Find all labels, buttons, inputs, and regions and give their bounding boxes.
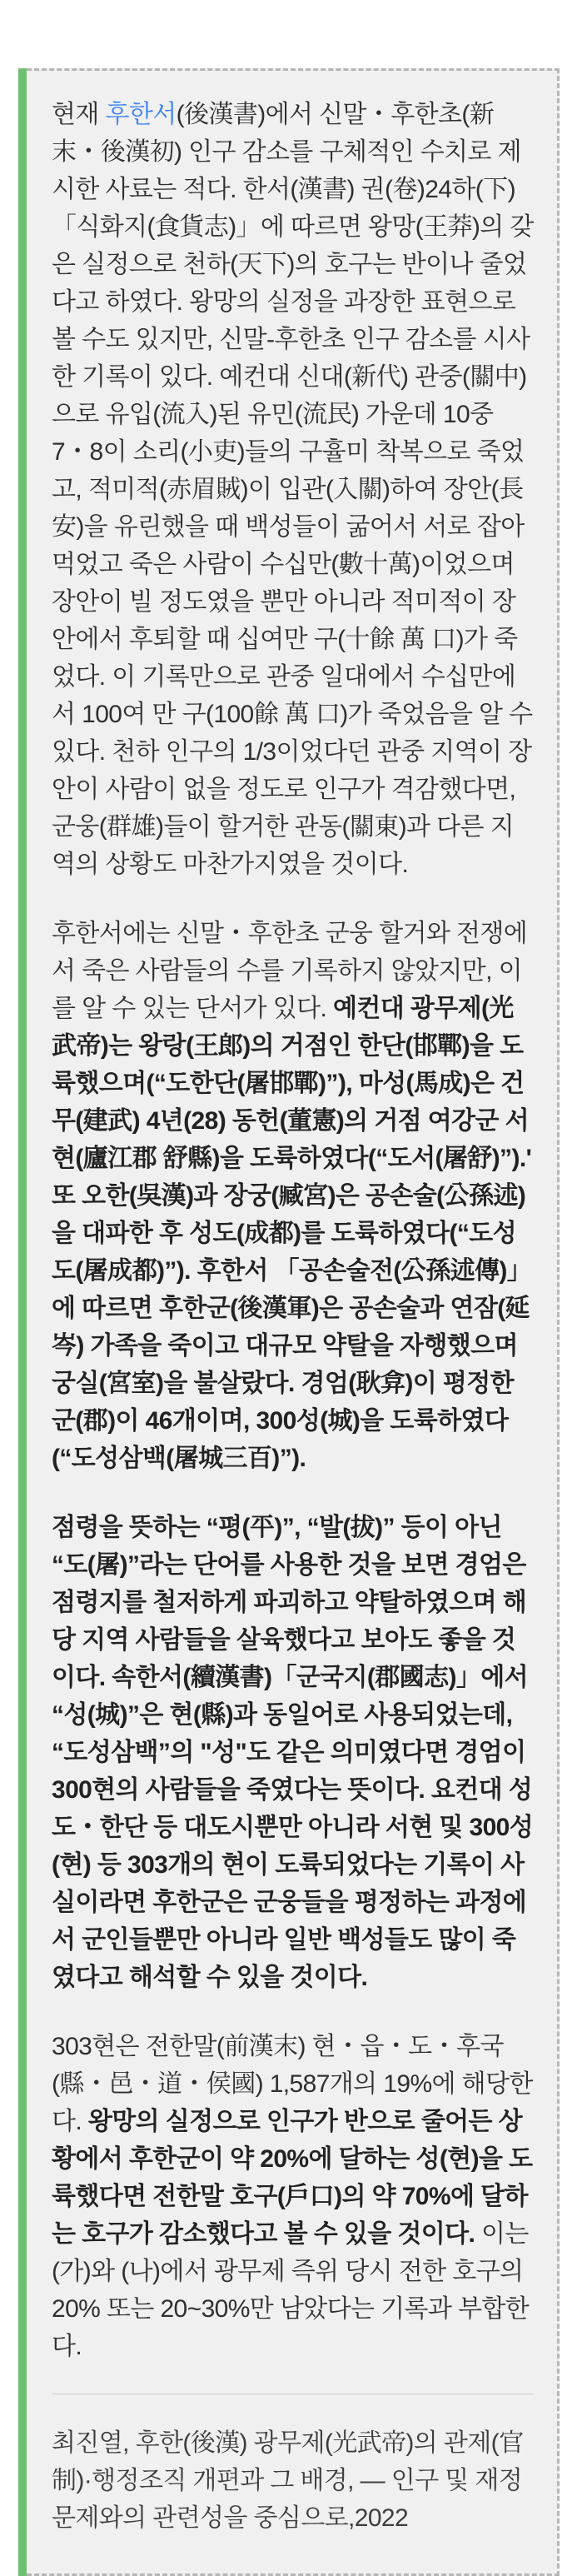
- text-segment: 303현은 전한말(前漢末) 현・읍・도・후국(縣・邑・道・侯國) 1,587개의 19%에 해당한다.: [52, 2033, 533, 2135]
- text-segment: (後漢書)에서 신말・후한초(新末・後漢初) 인구 감소를 구체적인 수치로 제시한 사료는 적다. 한서(漢書) 권(卷)24하(下) 「식화지(食貨志)」에 따르면 왕망(王莽)의 갖은 실정으로 천하(天下)의 호구는 반이나 줄었다고 하였다. 왕망의 실정을 과장한 표현으로 볼 수도 있지만, 신말-후한초 인구 감소를 시사한 기록이 있다. 예컨대 신대(新代) 관중(關中)으로 유입(流入)된 유민(流民) 가운데 10중 7・8이 소리(小吏)들의 구휼미 착복으로 죽었고, 적미적(赤眉賊)이 입관(入關)하여 장안(長安)을 유린했을 때 백성들이 굶어서 서로 잡아먹었고 죽은 사람이 수십만(數十萬)이었으며 장안이 빌 정도였을 뿐만 아니라 적미적이 장안에서 후퇴할 때 십여만 구(十餘 萬 口)가 죽었다. 이 기록만으로 관중 일대에서 수십만에서 100여 만 구(100餘 萬 口)가 죽었음을 알 수 있다. 천하 인구의 1/3이었다던 관중 지역이 장안이 사람이 없을 정도로 인구가 격감했다면, 군웅(群雄)들이 할거한 관동(關東)과 다른 지역의 상황도 마찬가지였을 것이다.: [52, 101, 534, 878]
- quote-card: [18, 68, 560, 2576]
- paragraph: [52, 1509, 534, 1996]
- source-link[interactable]: 후한서: [105, 101, 177, 128]
- quote-text-block: [52, 96, 534, 2365]
- citation-text: 최진열, 후한(後漢) 광무제(光武帝)의 관제(官制)·행정조직 개편과 그 배경, — 인구 및 재정문제와의 관련성을 중심으로,2022: [52, 2429, 524, 2532]
- text-segment: 이는 (가)와 (나)에서 광무제 즉위 당시 전한 호구의 20% 또는 20~30%만 남았다는 기록과 부합한다.: [52, 2220, 530, 2360]
- text-segment: 점령을 뜻하는 “평(平)”, “발(拔)” 등이 아닌 “도(屠)”라는 단어를 사용한 것을 보면 경엄은 점령지를 철저하게 파괴하고 약탈하였으며 해당 지역 사람들을 살육했다고 보아도 좋을 것이다. 속한서(續漢書)「군국지(郡國志)」에서 “성(城)”은 현(縣)과 동일어로 사용되었는데, “도성삼백”의 "성"도 같은 의미였다면 경엄이 300현의 사람들을 죽였다는 뜻이다. 요컨대 성도・한단 등 대도시뿐만 아니라 서현 및 300성(현) 등 303개의 현이 도륙되었다는 기록이 사실이라면 후한군은 군웅들을 평정하는 과정에서 군인들뿐만 아니라 일반 백성들도 많이 죽였다고 해석할 수 있을 것이다.: [52, 1514, 534, 1991]
- paragraph: [52, 915, 534, 1477]
- text-segment: 예컨대 광무제(光武帝)는 왕랑(王郞)의 거점인 한단(邯鄲)을 도륙했으며(“도한단(屠邯鄲)”), 마성(馬成)은 건무(建武) 4년(28) 동헌(董憲)의 거점 여강군 서현(廬江郡 舒縣)을 도륙하였다(“도서(屠舒)”).' 또 오한(吳漢)과 장궁(臧宮)은 공손술(公孫述)을 대파한 후 성도(成都)를 도륙하였다(“도성도(屠成都)”). 후한서 「공손술전(公孫述傳)」에 따르면 후한군(後漢軍)은 공손술과 연잠(延岑) 가족을 죽이고 대규모 약탈을 자행했으며 궁실(宮室)을 불살랐다. 경엄(耿弇)이 평정한 군(郡)이 46개이며, 300성(城)을 도륙하였다(“도성삼백(屠城三百)”).: [52, 995, 532, 1472]
- text-segment: 후한서에는 신말・후한초 군웅 할거와 전쟁에서 죽은 사람들의 수를 기록하지 않았지만, 이를 알 수 있는 단서가 있다.: [52, 920, 528, 1022]
- paragraph: [52, 2028, 534, 2365]
- text-segment: 왕망의 실정으로 인구가 반으로 줄어든 상황에서 후한군이 약 20%에 달하는 성(현)을 도륙했다면 전한말 호구(戶口)의 약 70%에 달하는 호구가 감소했다고 볼 수 있을 것이다.: [52, 2108, 533, 2248]
- text-segment: 현재: [52, 101, 106, 128]
- quote-card-body: [27, 68, 560, 2576]
- card-accent-bar: [18, 68, 27, 2576]
- paragraph: [52, 96, 534, 883]
